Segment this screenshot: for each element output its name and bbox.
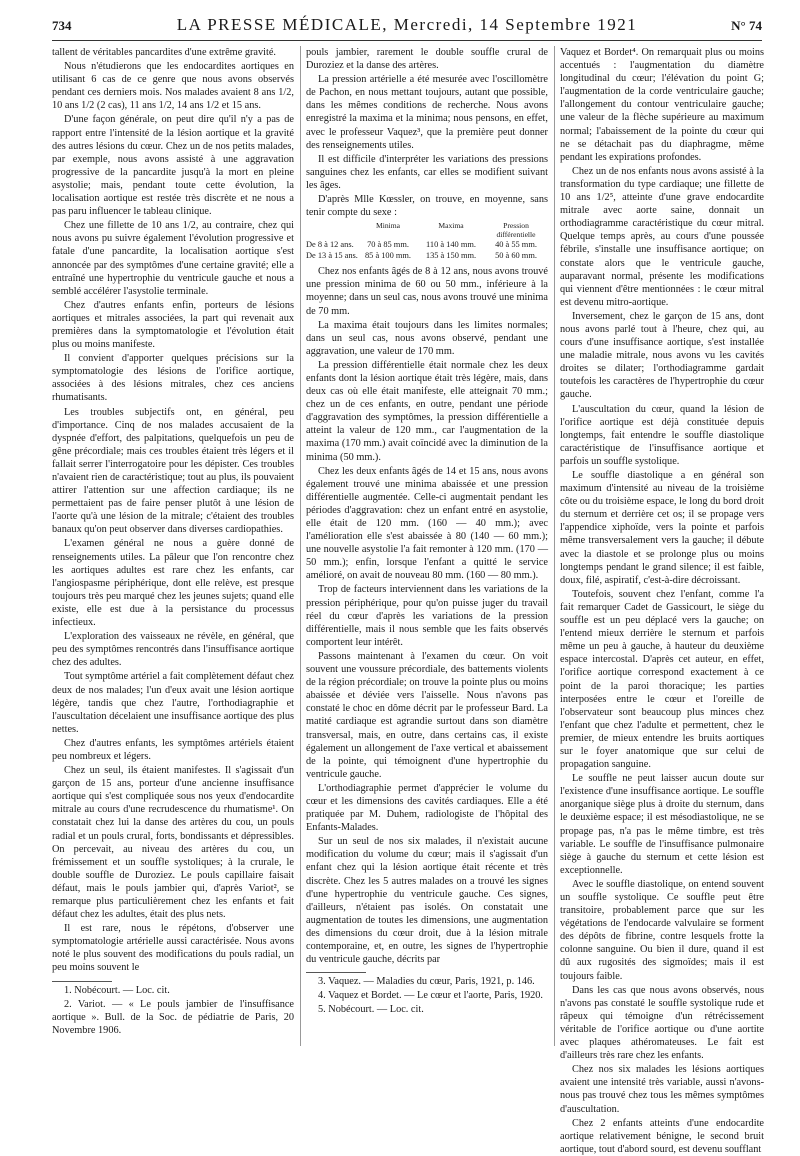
table-header-cell: [306, 221, 358, 239]
paragraph: Les troubles subjectifs ont, en général, peu d'importance. Cinq de nos malades accusaient de la dyspnée d'effort, des palpitations, quelquefois un peu de gêne précordiale; mais ces troubles étaient très légers et il fallait serrer l'interrogatoire pour les dépister. Ces troubles n'avaient rien de caractéristique; tout au plus, ils pouvaient attirer l'attention sur une affection cardiaque; ils ne permettaient pas de faire penser plutôt à une lésion de l'aorte qu'à une lésion de la mitrale; c'étaient des troubles banaux qu'on peut observer dans diverses cardiopathies.: [52, 406, 294, 536]
column-middle: [306, 46, 548, 1078]
paragraph: La pression artérielle a été mesurée avec l'oscillomètre de Pachon, en nous mettant toujours, autant que possible, dans les mêmes conditions de recherche. Nous avons enregistré la maxima et la minima; nous pensons, en effet, avec le professeur Vaquez³, que la première peut donner des renseignements utiles.: [306, 74, 548, 151]
table-cell: 85 à 100 mm.: [364, 251, 412, 261]
journal-title: LA PRESSE MÉDICALE, Mercredi, 14 Septembre 1921: [176, 15, 638, 34]
table-row: [306, 239, 548, 250]
paragraph: La pression différentielle était normale chez les deux enfants dont la lésion aortique était très légère, mais, dans deux cas où elle était manifeste, elle atteignait 70 mm.; chez un de ces enfants, en outre, pendant une période d'aggravation des symptômes, la pression différentielle a atteint la valeur de 120 mm., car l'augmentation de la maxima (170 mm.) avait coïncidé avec la diminution de la minima (50 mm.).: [306, 359, 548, 463]
paragraph: Chez 2 enfants atteints d'une endocardite aortique relativement bénigne, le second bruit aortique, tout d'abord sourd, est devenu soufflant: [560, 1117, 764, 1155]
table-header-row: [306, 221, 548, 239]
paragraph: L'auscultation du cœur, quand la lésion de l'orifice aortique est déjà constituée depuis longtemps, fait entendre le souffle diastolique caractéristique de l'insuffisance aortique et parfois un souffle systolique.: [560, 403, 764, 467]
paragraph: Chez une fillette de 10 ans 1/2, au contraire, chez qui nous avons pu suivre également l'évolution progressive et fatale d'une pancardite, la localisation aortique s'est annoncée par des symptômes d'une certaine gravité; elle a entraîné une hypertrophie du ventricule gauche et nous a semblé accélérer l'asystolie terminale.: [52, 220, 294, 297]
header-rule: [52, 40, 762, 41]
footnote-rule: [306, 972, 366, 973]
table-cell: De 13 à 15 ans.: [306, 251, 358, 261]
paragraph: Chez d'autres enfants enfin, porteurs de lésions aortiques et mitrales associées, la part qui revenait aux premières dans la symptomatologie et l'évolution était plus ou moins manifeste.: [52, 299, 294, 351]
paragraph: Nous n'étudierons que les endocardites aortiques en utilisant 6 cas de ce genre que nous avons observés pendant ces derniers mois. Nos malades avaient 8 ans 1/2, 10 ans 1/2 (2 cas), 11 ans 1/2, 14 ans 1/2 et 15 ans.: [52, 61, 294, 112]
table-cell: De 8 à 12 ans.: [306, 240, 354, 250]
paragraph: L'exploration des vaisseaux ne révèle, en général, que peu des symptômes rencontrés dans l'insuffisance aortique chez des adultes.: [52, 631, 294, 669]
paragraph: Tout symptôme artériel a fait complètement défaut chez deux de nos malades; l'un d'eux avait une lésion aortique légère, tandis que chez l'autre, l'orthodiagraphie et l'auscultation décelaient une insuffisance aortique des plus nettes.: [52, 671, 295, 735]
footnote: 4. Vaquez et Bordet. — Le cœur et l'aorte, Paris, 1920.: [318, 990, 543, 1002]
paragraph: Toutefois, souvent chez l'enfant, comme l'a fait remarquer Cadet de Gassicourt, le siège du souffle est un peu déplacé vers la gauche; on l'entend mieux derrière le sternum et parfois même un peu à gauche, à hauteur du deuxième espace intercostal. D'après cet auteur, en effet, l'orifice aortique correspond exactement à ce point de la paroi thoracique; les parties interposées entre le cœur et l'oreille de l'observateur sont beaucoup plus minces chez l'enfant que chez l'adulte et permettent, chez le premier, de mieux entendre les bruits aortiques sur le foyer anatomique que sur celui de propagation sanguine.: [560, 588, 764, 771]
footnote: 1. Nobécourt. — Loc. cit.: [64, 984, 170, 996]
paragraph: Il est rare, nous le répétons, d'observer une symptomatologie artérielle aussi caractérisée. Nous avons noté le plus souvent des modifications du pouls radial, un peu moins souvent le: [52, 923, 294, 974]
issue-number: N° 74: [731, 18, 762, 33]
paragraph: La maxima était toujours dans les limites normales; dans un seul cas, nous avons observé, pendant une aggravation, une valeur de 170 mm.: [306, 319, 548, 357]
table-cell: 135 à 150 mm.: [425, 251, 477, 261]
page-header: [52, 14, 762, 38]
paragraph: Sur un seul de nos six malades, il n'existait aucune modification du volume du cœur; mais il s'agissait d'un enfant chez qui la lésion aortique était récente et très discrète. Chez les 5 autres malades on a trouvé les signes d'une hypertrophie du ventricule gauche. Ces signes, d'ailleurs, n'étaient pas isolés. On constatait une augmentation de toutes les dimensions, une augmentation des dimensions du cœur droit, due à la lésion mitrale contemporaine, et, en outre, les signes de l'hypertrophie du ventricule gauche, décrits par: [306, 836, 548, 966]
paragraph: pouls jambier, rarement le double souffle crural de Duroziez et la danse des artères.: [306, 47, 548, 72]
paragraph: Le souffle ne peut laisser aucun doute sur l'existence d'une insuffisance aortique. Le souffle anorganique siège plus à droite du sternum, dans le deuxième espace; il est mésodiastolique, ne se propage pas, n'a pas le même timbre, est très variable. Le souffle de l'insuffisance pulmonaire siège à gauche du sternum et cette lésion est exceptionnelle.: [560, 773, 764, 876]
paragraph: tallent de véritables pancardites d'une extrême gravité.: [52, 47, 276, 58]
column-divider: [554, 46, 555, 1046]
footnote: 3. Vaquez. — Maladies du cœur, Paris, 1921, p. 146.: [318, 976, 535, 988]
paragraph: Passons maintenant à l'examen du cœur. On voit souvent une voussure précordiale, des battements violents de la région précordiale; on trouve la pointe plus ou moins abaissée et déviée vers l'aisselle. Nous n'avons pas constaté le choc en dôme décrit par le professeur Bard. La matité cardiaque est agrandie surtout dans son diamètre transversal, mais, en outre, dans certains cas, il existe également un allongement de l'axe vertical et abaissement de la pointe, qui témoignent d'une hypertrophie du ventricule gauche.: [306, 650, 548, 780]
paragraph: L'orthodiagraphie permet d'apprécier le volume du cœur et les dimensions des cavités cardiaques. Elle a été pratiquée par M. Duhem, radiologiste de l'hôpital des Enfants-Malades.: [306, 782, 548, 834]
table-header-cell: Minima: [375, 221, 401, 231]
column-divider: [300, 46, 301, 1046]
paragraph: Inversement, chez le garçon de 15 ans, dont nous avons parlé tout à l'heure, chez qui, au cours d'une insuffisance aortique, s'est installée une maladie mitrale, nous avons vu les cavités droites se dilater; l'orthodiagramme gardait toutefois les caractères de l'hypertrophie du cœur gauche.: [560, 310, 764, 401]
table-cell: 50 à 60 mm.: [495, 251, 537, 261]
paragraph: D'après Mlle Kœssler, on trouve, en moyenne, sans tenir compte du sexe :: [306, 194, 548, 219]
paragraph: Avec le souffle diastolique, on entend souvent un souffle systolique. Ce souffle peut être transitoire, probablement parce que sur les végétations de l'endocarde valvulaire se forment des dépôts de fibrine, contre lesquels frotte la colonne sanguine. Ou bien il dure, quand il est dû aux rugosités des sigmoïdes; mais il est toujours faible.: [560, 878, 764, 982]
paragraph: Chez les deux enfants âgés de 14 et 15 ans, nous avons également trouvé une minima abaissée et une pression différentielle augmentée. Celle-ci augmentait pendant les périodes d'aggravation: chez un enfant entré en asystolie, elle était de 120 mm. (160 — 40 mm.); avec l'amélioration elle s'est abaissée à 80 (140 — 60 mm.); une nouvelle asystolie l'a fait remonter à 120 mm. (170 — 50 mm.); enfin, lorsque l'enfant a quitté le service amélioré, on avait de nouveau 80 mm. (160 — 80 mm.).: [306, 465, 548, 582]
paragraph: Il est difficile d'interpréter les variations des pressions sanguines chez les enfants, car elles se modifient suivant les âges.: [306, 153, 548, 191]
footnote: 2. Variot. — « Le pouls jambier de l'insuffisance aortique ». Bull. de la Soc. de pédiatrie de Paris, 20 Novembre 1906.: [52, 998, 294, 1036]
footnote-rule: [52, 981, 112, 982]
column-right: [560, 46, 764, 1155]
paragraph: Trop de facteurs interviennent dans les variations de la pression périphérique, pour qu'on puisse juger du travail réel du cœur d'après les variations de la pression différentielle, mais il nous semble que les faits observés comportent leur intérêt.: [306, 584, 548, 648]
table-header-cell: Maxima: [438, 221, 464, 231]
paragraph: Dans les cas que nous avons observés, nous n'avons pas constaté le souffle systolique rude et râpeux qui témoigne d'un rétrécissement véritable de l'orifice aortique ou d'une aortite avec plaques athéromateuses. Le fait est d'ailleurs très rare chez les enfants.: [560, 984, 764, 1062]
paragraph: Il convient d'apporter quelques précisions sur la symptomatologie des lésions de l'orifice aortique, associées à des lésions mitrales, chez ces anciens rhumatisants.: [52, 353, 294, 404]
paragraph: Chez un de nos enfants nous avons assisté à la transformation du type cardiaque; une fillette de 10 ans 1/2⁵, atteinte d'une grave endocardite mitrale avec aorte saine, donnait un orthodiagramme caractéristique du cœur mitral. Quelque temps après, au cours d'une poussée fébrile, s'installe une insuffisance aortique; on constate alors que le ventricule gauche, auparavant normal, présente les modifications qui viennent d'être mentionnées : le cœur mitral est devenu mitro-aortique.: [560, 165, 764, 308]
table-row: [306, 250, 548, 261]
table-cell: 70 à 85 mm.: [367, 240, 409, 250]
column-left: [52, 46, 294, 1078]
paragraph: Chez d'autres enfants, les symptômes artériels étaient peu nombreux et légers.: [52, 737, 294, 762]
paragraph: Le souffle diastolique a en général son maximum d'intensité au niveau de la troisième côte ou du troisième espace, le long du bord droit du sternum et derrière cet os; il se propage vers l'appendice xiphoïde, vers la pointe et parfois même transversalement vers la gauche; il débute avec la diastole et se prolonge plus ou moins longtemps pendant le grand silence; il est faible, doux, filé, aspiratif, c'est-à-dire décroissant.: [560, 470, 764, 586]
paragraph: Chez nos six malades les lésions aortiques avaient une intensité très variable, aussi n'avons-nous pas trouvé chez tous les mêmes symptômes d'auscultation.: [560, 1064, 764, 1115]
paragraph: Chez un seul, ils étaient manifestes. Il s'agissait d'un garçon de 15 ans, porteur d'une ancienne insuffisance aortique qui s'est compliquée sous nos yeux d'endocardite mitrale au cours d'une recrudescence du rhumatisme¹. On constatait chez lui la danse des artères du cou, un pouls radial et un pouls crural, forts, bondissants et dépressibles. On percevait, au niveau des artères du cou, un frémissement et un souffle systoliques; à la crurale, le double souffle de Duroziez. Le pouls capillaire faisait défaut, mais le pouls jambier qui, d'après Variot², se remarque plus particulièrement chez les enfants et fait défaut chez les adultes, était des plus nets.: [52, 765, 294, 921]
footnote: 5. Nobécourt. — Loc. cit.: [318, 1004, 424, 1016]
pressure-table: [306, 221, 548, 261]
table-header-cell: Pression différentielle: [496, 221, 536, 240]
paragraph: D'une façon générale, on peut dire qu'il n'y a pas de rapport entre l'intensité de la lésion aortique et la gravité des autres lésions du cœur. Chez un de nos petits malades, par exemple, nous avons assisté à une aggravation progressive de la pancardite jusqu'à la mort en pleine asystolie; mais, pendant toute cette évolution, la localisation aortique est restée très discrète et ne nous a pas paru influencer le tableau clinique.: [52, 114, 294, 218]
page-number: 734: [52, 18, 72, 33]
paragraph: L'examen général ne nous a guère donné de renseignements utiles. La pâleur que l'on rencontre chez les aortiques adultes est rare chez les enfants, car l'angiospasme périphérique, dont elle relève, est presque toujours très peu marqué chez les jeunes sujets; quand elle existe, elle est due à la persistance du processus infectieux.: [52, 538, 294, 629]
table-cell: 110 à 140 mm.: [426, 240, 476, 250]
table-cell: 40 à 55 mm.: [495, 240, 537, 250]
paragraph: Vaquez et Bordet⁴. On remarquait plus ou moins accentués : l'augmentation du diamètre longitudinal du cœur; l'élévation du point G; l'augmentation de la corde ventriculaire gauche; l'allongement du contour ventriculaire gauche; une valeur de la flèche supérieure au maximum normal; l'abaissement de la pointe du cœur qui ne se détachait pas du diaphragme, même pendant les expirations profondes.: [560, 47, 764, 163]
paragraph: Chez nos enfants âgés de 8 à 12 ans, nous avons trouvé une pression minima de 60 ou 50 mm., inférieure à la moyenne; dans un seul cas, nous avons trouvé une minima de 70 mm.: [306, 266, 548, 317]
